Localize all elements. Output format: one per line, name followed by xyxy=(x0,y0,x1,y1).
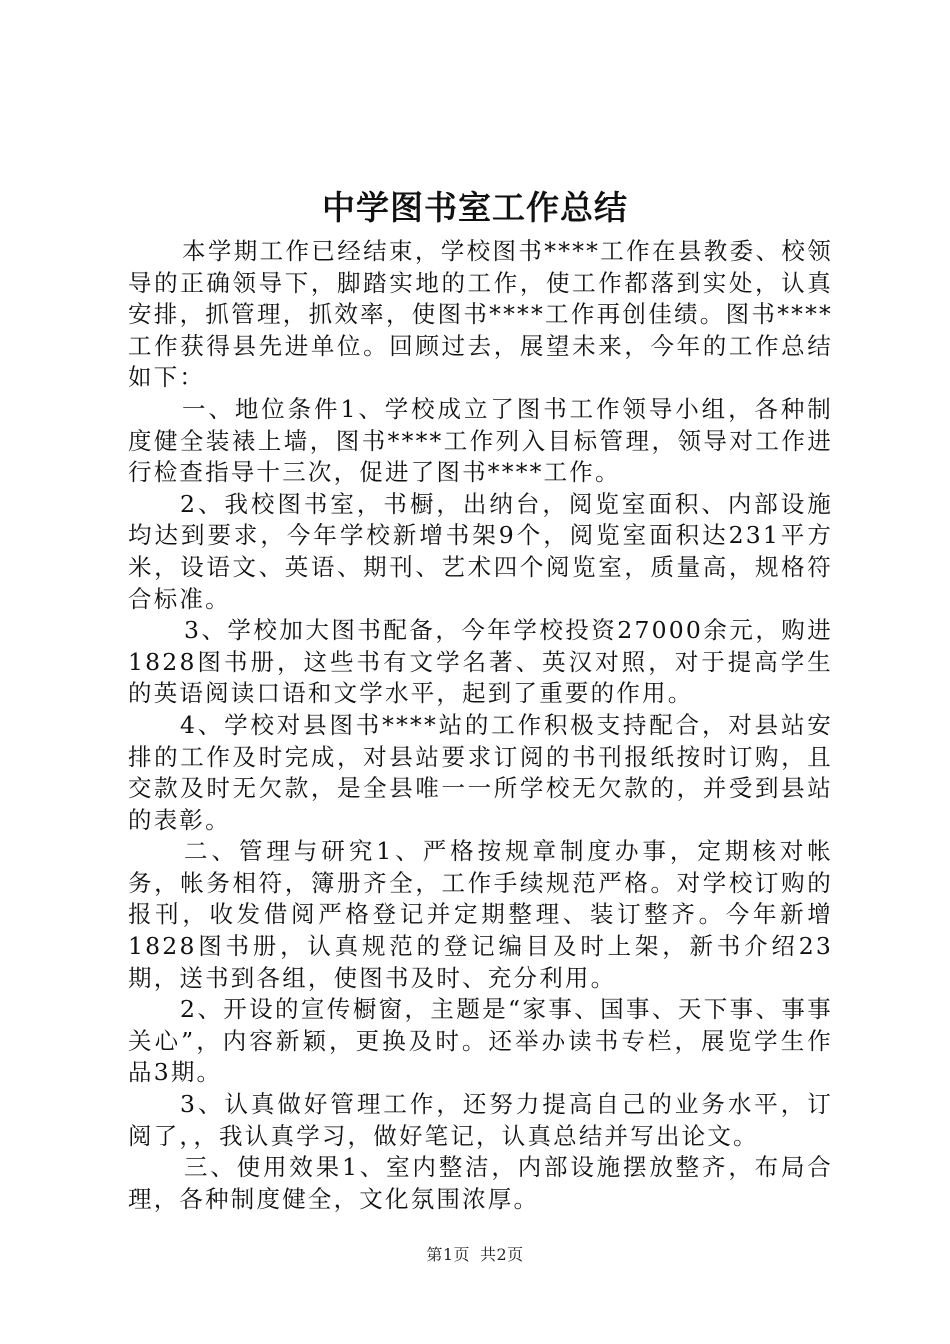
page-footer xyxy=(0,1243,950,1267)
paragraph-section-3-item-1: 三、使用效果1、室内整洁，内部设施摆放整齐，布局合理，各种制度健全，文化氛围浓厚。 xyxy=(128,1153,833,1213)
page-total: 共2页 xyxy=(480,1245,524,1264)
paragraph-section-1-item-3: 3、学校加大图书配备，今年学校投资27000余元，购进1828图书册，这些书有文学名著、英汉对照，对于提高学生的英语阅读口语和文学水平，起到了重要的作用。 xyxy=(128,616,833,708)
paragraph-section-2-item-3: 3、认真做好管理工作，还努力提高自己的业务水平，订阅了，，我认真学习，做好笔记，认真总结并写出论文。 xyxy=(128,1090,833,1150)
paragraph-section-2-item-1: 二、管理与研究1、严格按规章制度办事，定期核对帐务，帐务相符，簿册齐全，工作手续规范严格。对学校订购的报刊，收发借阅严格登记并定期整理、装订整齐。今年新增1828图书册，认真规范的登记编目及时上架，新书介绍23期，送书到各组，使图书及时、充分利用。 xyxy=(128,837,833,992)
page-number: 第1页 xyxy=(426,1245,470,1264)
document-body xyxy=(128,236,833,1215)
paragraph-section-1-item-1: 一、地位条件1、学校成立了图书工作领导小组，各种制度健全装裱上墙，图书****工作列入目标管理，领导对工作进行检查指导十三次，促进了图书****工作。 xyxy=(128,394,833,487)
paragraph-section-1-item-2: 2、我校图书室，书橱，出纳台，阅览室面积、内部设施均达到要求，今年学校新增书架9个，阅览室面积达231平方米，设语文、英语、期刊、艺术四个阅览室，质量高，规格符合标准。 xyxy=(128,489,833,613)
document-title: 中学图书室工作总结 xyxy=(322,188,628,227)
paragraph-section-2-item-2: 2、开设的宣传橱窗，主题是“家事、国事、天下事、事事关心”，内容新颖，更换及时。还举办读书专栏，展览学生作品3期。 xyxy=(128,995,833,1087)
paragraph-intro: 本学期工作已经结束，学校图书****工作在县教委、校领导的正确领导下，脚踏实地的工作，使工作都落到实处，认真安排，抓管理，抓效率，使图书****工作再创佳绩。图书****工作获得县先进单位。回顾过去，展望未来，今年的工作总结如下： xyxy=(128,237,833,392)
paragraph-section-1-item-4: 4、学校对县图书****站的工作积极支持配合，对县站安排的工作及时完成，对县站要求订阅的书刊报纸按时订购，且交款及时无欠款，是全县唯一一所学校无欠款的，并受到县站的表彰。 xyxy=(128,710,833,834)
